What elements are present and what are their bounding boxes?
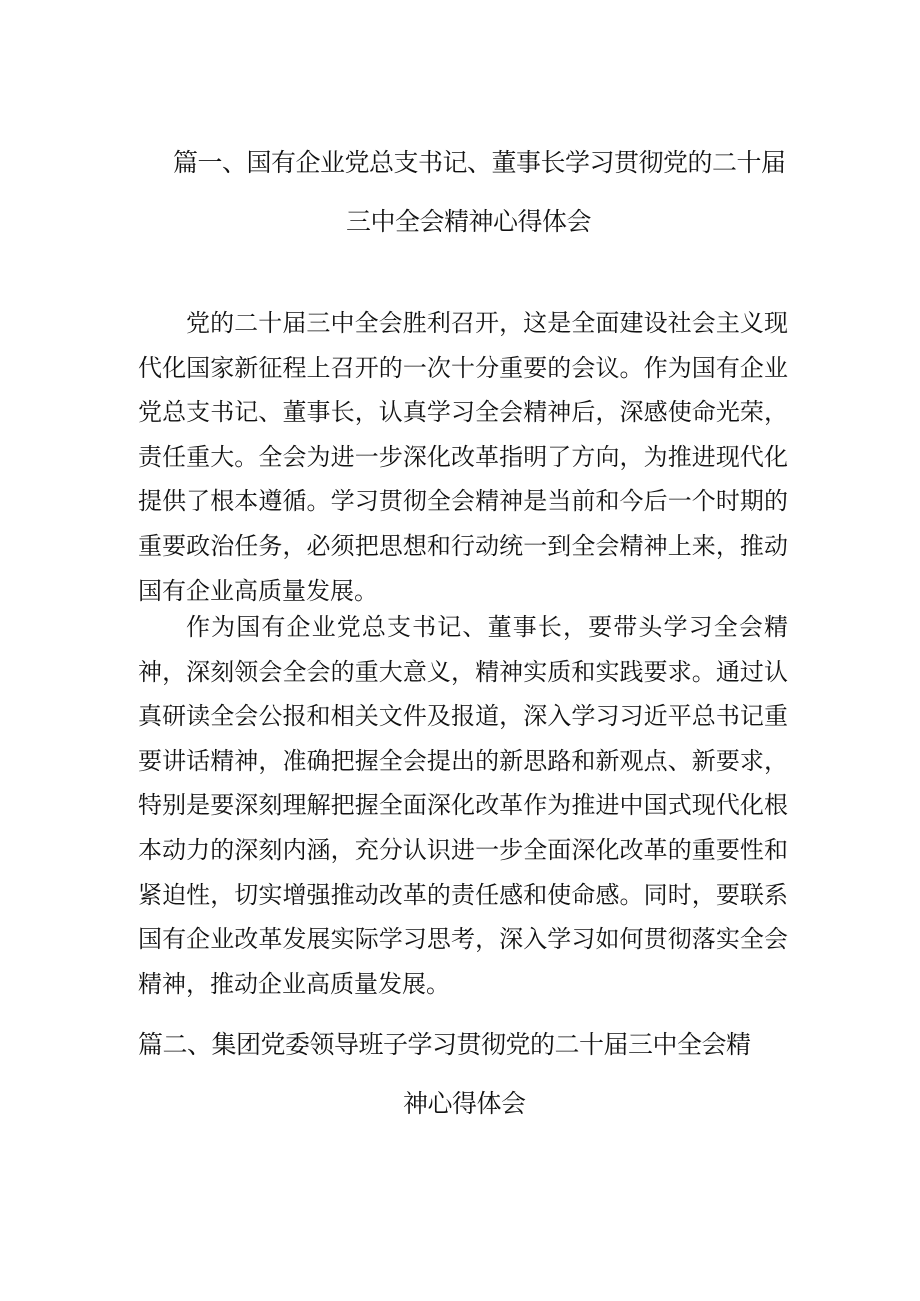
section1-paragraph-1: 党的二十届三中全会胜利召开，这是全面建设社会主义现代化国家新征程上召开的一次十分重要的会议。作为国有企业党总支书记、董事长，认真学习全会精神后，深感使命光荣，责任重大。全会为进一步深化改革指明了方向，为推进现代化提供了根本遵循。学习贯彻全会精神是当前和今后一个时期的重要政治任务，必须把思想和行动统一到全会精神上来，推动国有企业高质量发展。	[138, 309, 788, 605]
section2-title-line2: 神心得体会	[403, 1089, 526, 1118]
section2-title-line1: 篇二、集团党委领导班子学习贯彻党的二十届三中全会精	[138, 1030, 751, 1059]
section1-title-line2: 三中全会精神心得体会	[346, 207, 592, 236]
section1-title-line1: 篇一、国有企业党总支书记、董事长学习贯彻党的二十届	[173, 148, 786, 177]
section1-paragraph-2: 作为国有企业党总支书记、董事长，要带头学习全会精神，深刻领会全会的重大意义，精神实质和实践要求。通过认真研读全会公报和相关文件及报道，深入学习习近平总书记重要讲话精神，准确把握全会提出的新思路和新观点、新要求，特别是要深刻理解把握全面深化改革作为推进中国式现代化根本动力的深刻内涵，充分认识进一步全面深化改革的重要性和紧迫性，切实增强推动改革的责任感和使命感。同时，要联系国有企业改革发展实际学习思考，深入学习如何贯彻落实全会精神，推动企业高质量发展。	[138, 613, 788, 998]
